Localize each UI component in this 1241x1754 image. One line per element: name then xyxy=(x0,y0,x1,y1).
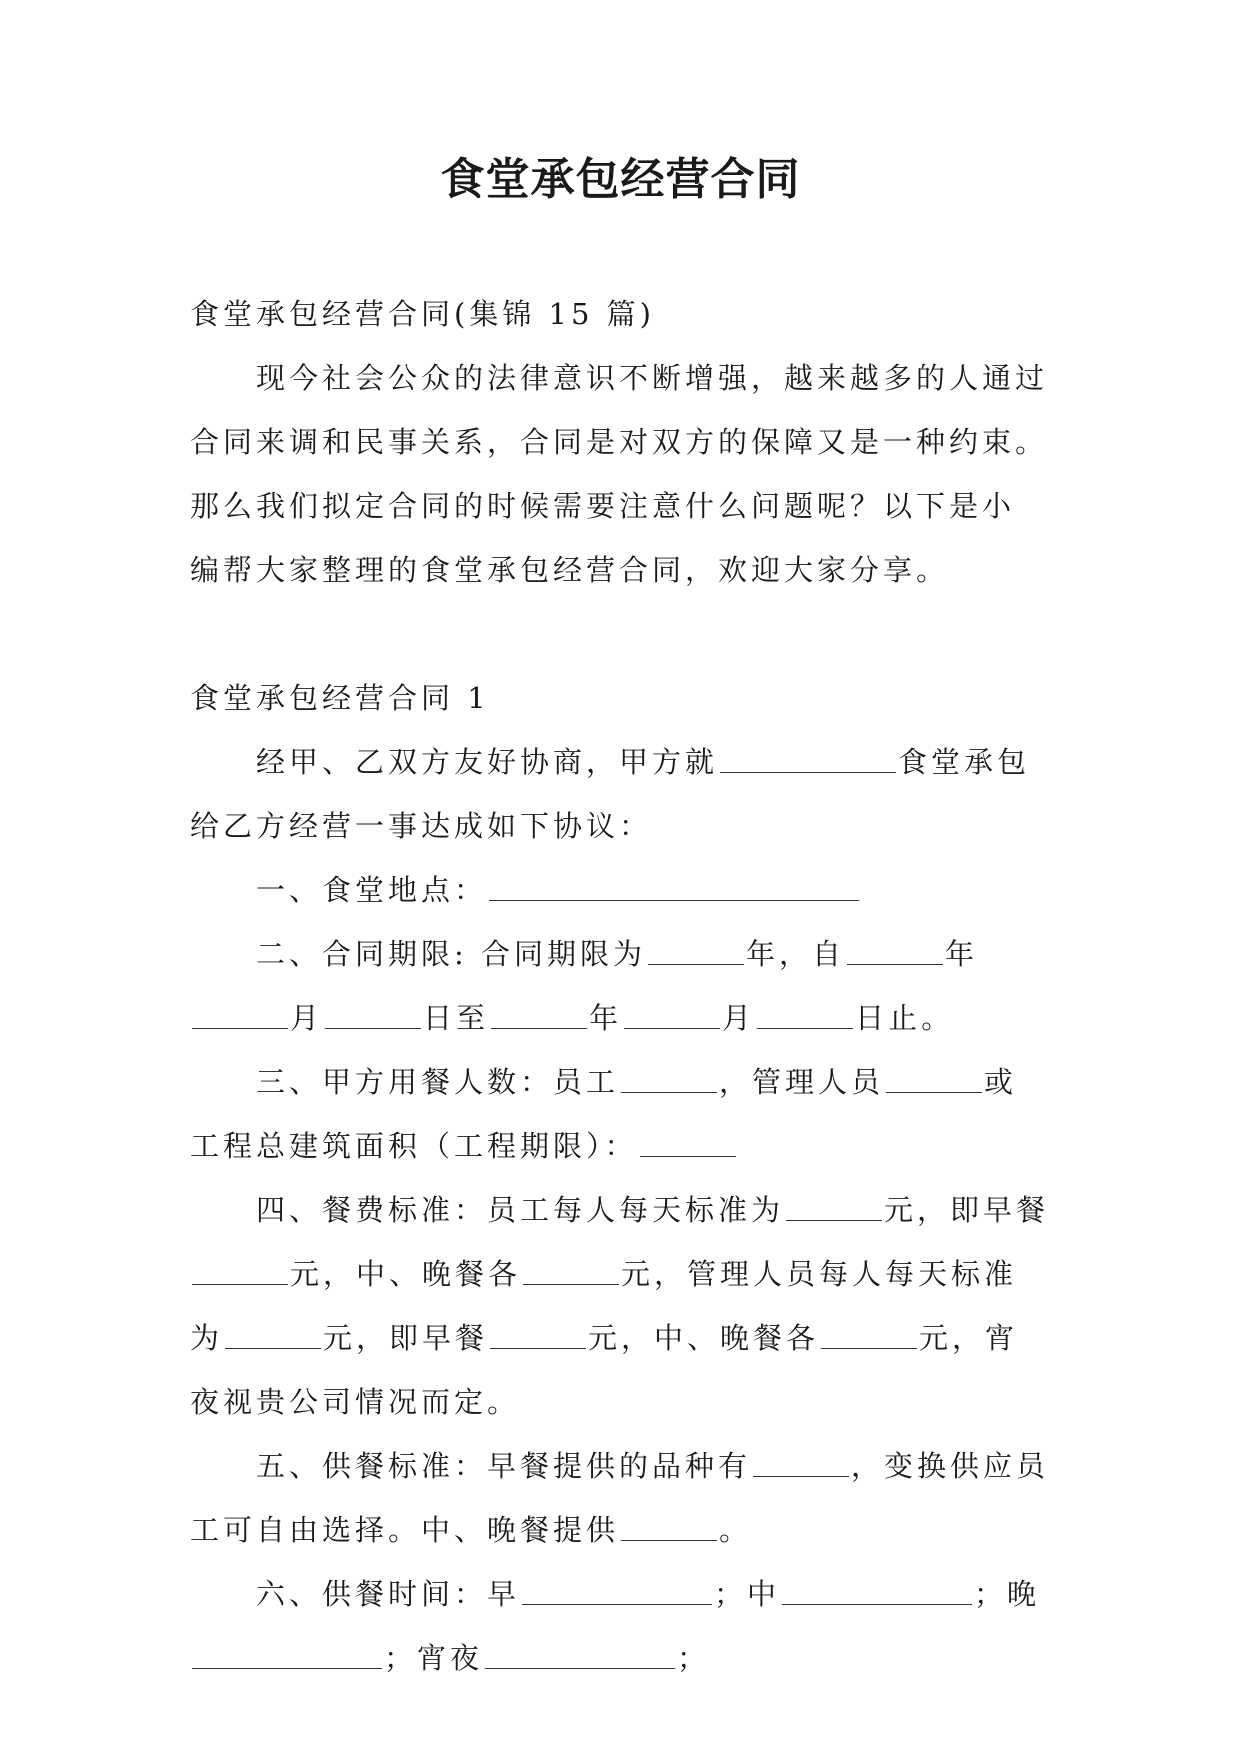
fill-blank xyxy=(192,999,288,1029)
fill-blank xyxy=(225,1319,321,1349)
fill-blank xyxy=(522,1575,712,1605)
fill-blank xyxy=(621,1063,717,1093)
clause-3 xyxy=(190,1050,1050,1178)
clause-5 xyxy=(190,1434,1050,1562)
clause-text: 元，中、晚餐各 xyxy=(290,1257,522,1291)
fill-blank xyxy=(624,999,720,1029)
page-title: 食堂承包经营合同 xyxy=(440,154,801,205)
fill-blank xyxy=(720,743,896,773)
clause-text: ；中 xyxy=(714,1577,781,1611)
fill-blank xyxy=(485,1639,675,1669)
fill-blank xyxy=(648,935,744,965)
fill-blank xyxy=(325,999,421,1029)
fill-blank xyxy=(489,871,859,901)
fill-blank xyxy=(523,1255,619,1285)
clause-1 xyxy=(190,858,1050,922)
intro-line: 编帮大家整理的食堂承包经营合同，欢迎大家分享。 xyxy=(190,553,950,587)
clause-intro xyxy=(190,730,1050,858)
clause-text: 月 xyxy=(722,1001,756,1035)
clause-text: 四、餐费标准：员工每人每天标准为 xyxy=(256,1193,785,1227)
clause-text: 六、供餐时间：早 xyxy=(256,1577,521,1611)
clause-text: 日至 xyxy=(423,1001,490,1035)
collection-heading: 食堂承包经营合同(集锦 15 篇) xyxy=(190,297,655,331)
clause-text: ；晚 xyxy=(974,1577,1041,1611)
intro-paragraph xyxy=(190,346,1050,602)
fill-blank xyxy=(847,935,943,965)
clause-text: 食堂承包 xyxy=(898,745,1031,779)
fill-blank xyxy=(757,999,853,1029)
contract-heading: 食堂承包经营合同 1 xyxy=(190,681,490,715)
clause-text: 元，宵夜视 xyxy=(190,1321,1019,1419)
fill-blank xyxy=(640,1127,736,1157)
fill-blank xyxy=(192,1639,382,1669)
clause-2 xyxy=(190,922,1050,1050)
clause-text: 年 xyxy=(945,937,979,971)
fill-blank xyxy=(490,1319,586,1349)
fill-blank xyxy=(621,1511,717,1541)
clause-text: 年，自 xyxy=(746,937,846,971)
clause-text: 元，即早餐 xyxy=(323,1321,489,1355)
clause-text: 元，管理人员每人每天标准为 xyxy=(190,1257,1018,1355)
clause-6 xyxy=(190,1562,1050,1690)
clause-text: 日止。 xyxy=(855,1001,955,1035)
clause-text: 一、食堂地点： xyxy=(256,873,488,907)
intro-line: 合同来调和民事关系，合同是对双方的保障又是一种约束。 xyxy=(190,425,1049,459)
clause-text: 或工 xyxy=(190,1065,1018,1163)
clause-text: 月 xyxy=(290,1001,324,1035)
clause-text: 贵公司情况而定。 xyxy=(256,1385,521,1419)
clause-4 xyxy=(190,1178,1050,1434)
clause-text: 元，中、晚餐各 xyxy=(588,1321,820,1355)
clause-text: ； xyxy=(677,1641,711,1675)
clause-text: 三、甲方用餐人数：员工 xyxy=(256,1065,620,1099)
clause-text: ；宵夜 xyxy=(384,1641,484,1675)
clause-text: 五、供餐标准：早餐提供的品种有 xyxy=(256,1449,752,1483)
fill-blank xyxy=(786,1191,882,1221)
fill-blank xyxy=(192,1255,288,1285)
section-gap xyxy=(190,602,1050,666)
clause-text: 元，即早餐 xyxy=(884,1193,1050,1227)
clause-text: 二、合同期限: 合同期限为 xyxy=(256,937,646,971)
fill-blank xyxy=(886,1063,982,1093)
clause-text: 给乙方经营一事达成如下协议： xyxy=(190,809,653,843)
intro-line: 现今社会公众的法律意识不断增强，越来越多的人通过 xyxy=(256,361,1049,395)
fill-blank xyxy=(491,999,587,1029)
fill-blank xyxy=(821,1319,917,1349)
clause-text: 程总建筑面积（工程期限）： xyxy=(223,1129,638,1163)
clause-text: ，管理人员 xyxy=(719,1065,885,1099)
clause-text: 经甲、乙双方友好协商，甲方就 xyxy=(256,745,719,779)
fill-blank xyxy=(782,1575,972,1605)
clause-text: 工可自由选择。中、晚餐提供 xyxy=(190,1513,620,1547)
document-body xyxy=(190,282,1050,1690)
intro-line: 那么我们拟定合同的时候需要注意什么问题呢？以下是小 xyxy=(190,489,1016,523)
clause-text: 。 xyxy=(719,1513,753,1547)
clause-text: 年 xyxy=(589,1001,623,1035)
clause-text: ，变换供应员 xyxy=(851,1449,1050,1483)
fill-blank xyxy=(753,1447,849,1477)
